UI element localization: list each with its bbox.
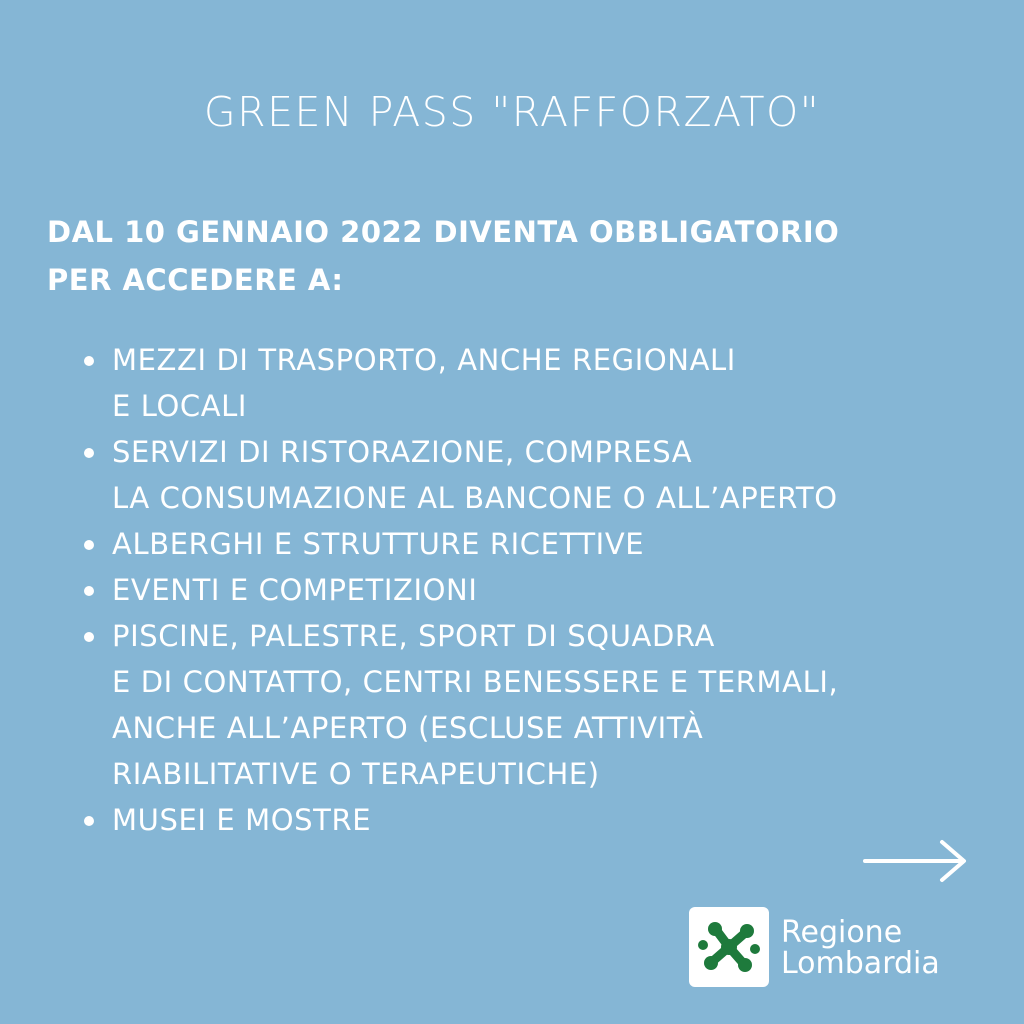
subtitle-line-1: DAL 10 GENNAIO 2022 DIVENTA OBBLIGATORIO xyxy=(47,215,840,249)
list-item-line: MEZZI DI TRASPORTO, ANCHE REGIONALI xyxy=(112,343,736,377)
logo-text-line-1: Regione xyxy=(781,915,903,950)
bullet-icon xyxy=(84,586,94,596)
bullet-icon xyxy=(84,540,94,550)
list-item-line: LA CONSUMAZIONE AL BANCONE O ALL’APERTO xyxy=(112,481,838,515)
access-list xyxy=(80,337,838,843)
regione-lombardia-logo-icon xyxy=(689,907,769,987)
list-item xyxy=(80,567,838,613)
list-item-line: SERVIZI DI RISTORAZIONE, COMPRESA xyxy=(112,435,693,469)
logo-box xyxy=(689,907,769,987)
list-item-line: E LOCALI xyxy=(112,389,248,423)
bullet-icon xyxy=(84,356,94,366)
list-item-line: PISCINE, PALESTRE, SPORT DI SQUADRA xyxy=(112,619,715,653)
bullet-icon xyxy=(84,448,94,458)
list-item-line: MUSEI E MOSTRE xyxy=(112,803,372,837)
arrow-right-icon[interactable] xyxy=(862,836,970,886)
list-item xyxy=(80,797,838,843)
list-item-line: ANCHE ALL’APERTO (ESCLUSE ATTIVITÀ xyxy=(112,711,704,745)
list-item xyxy=(80,521,838,567)
subtitle xyxy=(47,208,987,304)
list-item-line: E DI CONTATTO, CENTRI BENESSERE E TERMALI, xyxy=(112,665,839,699)
list-item-line: EVENTI E COMPETIZIONI xyxy=(112,573,478,607)
logo-text-line-2: Lombardia xyxy=(781,946,940,981)
list-item xyxy=(80,429,838,521)
logo-text xyxy=(781,917,940,979)
page-title: GREEN PASS "RAFFORZATO" xyxy=(203,88,821,136)
list-item-line: ALBERGHI E STRUTTURE RICETTIVE xyxy=(112,527,645,561)
list-item-line: RIABILITATIVE O TERAPEUTICHE) xyxy=(112,757,600,791)
bullet-icon xyxy=(84,632,94,642)
bullet-icon xyxy=(84,816,94,826)
list-item xyxy=(80,613,838,797)
subtitle-line-2: PER ACCEDERE A: xyxy=(47,263,344,297)
list-item xyxy=(80,337,838,429)
